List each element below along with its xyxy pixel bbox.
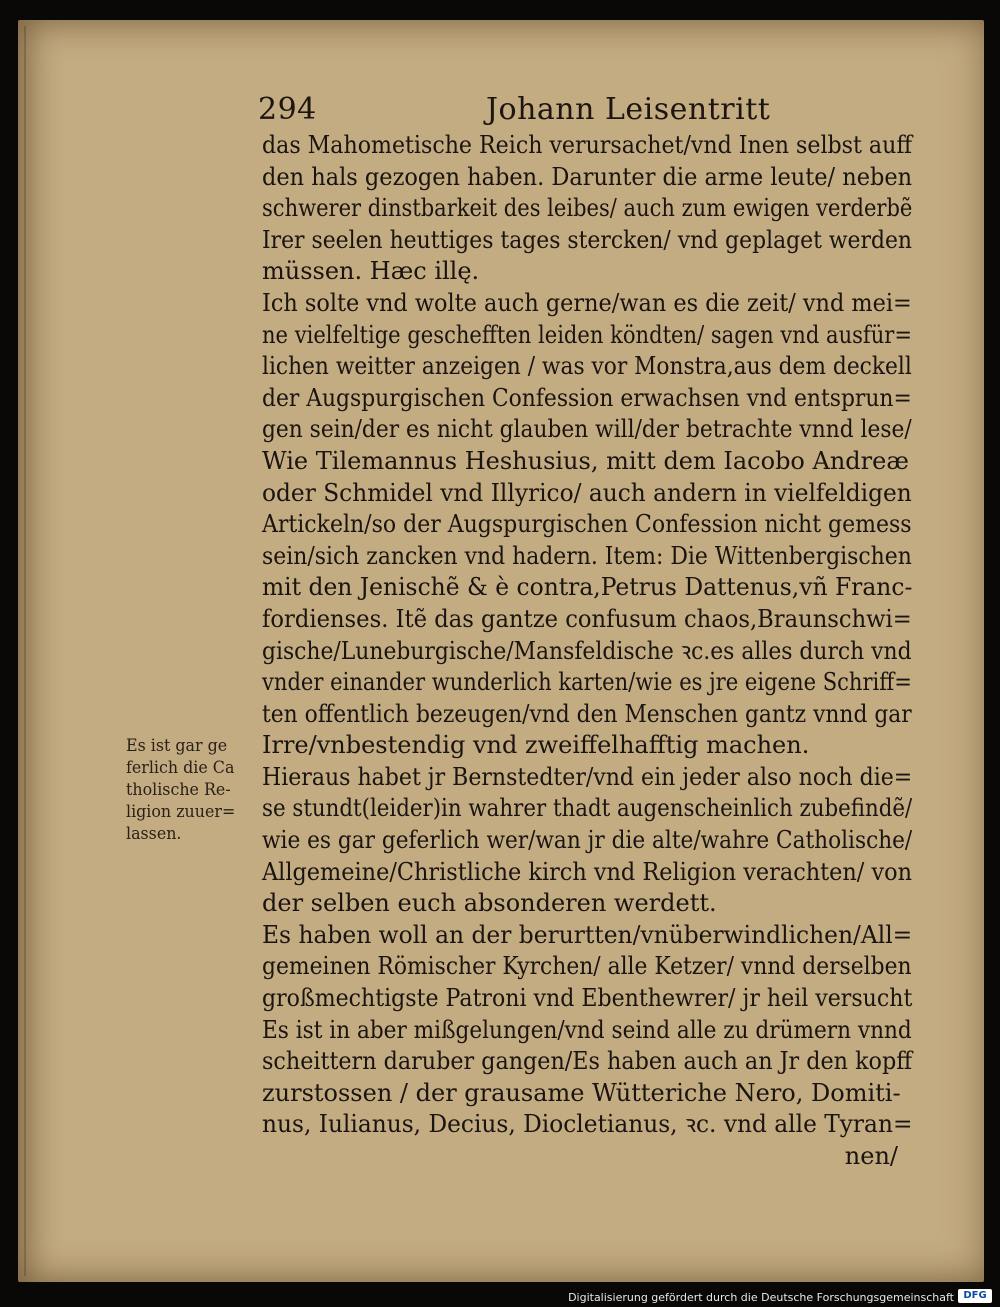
text-line: gen sein/der es nicht glauben will/der betrachte vnnd lese/ (262, 415, 912, 444)
text-line: Irre/vnbestendig vnd zweiffelhafftig machen. (262, 731, 810, 760)
text-line: scheittern daruber gangen/Es haben auch an Jr den kopff (262, 1047, 913, 1076)
marginal-note-line: ligion zuuer= (126, 802, 236, 822)
text-line: Irer seelen heuttiges tages stercken/ vnd geplaget werden (262, 225, 913, 254)
text-line: müssen. Hæc illę. (262, 257, 480, 286)
marginal-note-line: lassen. (126, 824, 182, 844)
text-line: se stundt(leider)in wahrer thadt augenscheinlich zubefindẽ/ (262, 794, 913, 823)
text-line: mit den Jenischẽ & è contra,Petrus Dattenus,vñ Franc- (262, 573, 913, 602)
text-line: das Mahometische Reich verursachet/vnd Inen selbst auff (262, 131, 913, 159)
page-header (258, 92, 918, 128)
footer-bar (0, 1283, 1000, 1307)
text-line: Es ist in aber mißgelungen/vnd seind alle zu drümern vnnd (262, 1015, 912, 1044)
text-line: ne vielfeltige geschefften leiden köndten/ sagen vnd ausfür= (262, 320, 912, 349)
text-line: sein/sich zancken vnd hadern. Item: Die Wittenbergischen (262, 541, 912, 570)
text-line: Allgemeine/Christliche kirch vnd Religion verachten/ von (262, 857, 912, 886)
text-line: großmechtigste Patroni vnd Ebenthewrer/ jr heil versucht (262, 984, 913, 1013)
text-line: der selben euch absonderen werdett. (262, 889, 717, 918)
text-line: schwerer dinstbarkeit des leibes/ auch zum ewigen verderbẽ (262, 194, 913, 223)
text-line: Es haben woll an der berurtten/vnüberwindlichen/All= (262, 920, 913, 949)
text-line: gemeinen Römischer Kyrchen/ alle Ketzer/ vnnd derselben (262, 952, 912, 981)
text-line: Ich solte vnd wolte auch gerne/wan es die zeit/ vnd mei= (262, 288, 912, 317)
text-line: vnder einander wunderlich karten/wie es jre eigene Schriff= (262, 668, 912, 697)
funding-credit: Digitalisierung gefördert durch die Deutsche Forschungsgemeinschaft (568, 1291, 954, 1304)
text-line: Hieraus habet jr Bernstedter/vnd ein jeder also noch die= (262, 762, 913, 791)
text-line: nen/ (844, 1142, 898, 1170)
main-text-block (262, 130, 912, 1173)
text-line: der Augspurgischen Confession erwachsen vnd entsprun= (262, 383, 912, 412)
marginal-note-line: ferlich die Ca (126, 758, 235, 778)
marginal-note-line: Es ist gar ge (126, 736, 228, 756)
text-line: zurstossen / der grausame Wütteriche Nero, Domiti- (262, 1078, 901, 1107)
page-number: 294 (258, 92, 317, 127)
text-line: nus, Iulianus, Decius, Diocletianus, ꝛc. vnd alle Tyran= (262, 1110, 913, 1139)
text-line: lichen weitter anzeigen / was vor Monstra,aus dem deckell (262, 352, 912, 381)
text-line: den hals gezogen haben. Darunter die arme leute/ neben (262, 162, 913, 191)
text-line: fordienses. Itẽ das gantze confusum chaos,Braunschwi= (262, 604, 912, 633)
text-line: ten offentlich bezeugen/vnd den Menschen gantz vnnd gar (262, 699, 912, 728)
text-line: oder Schmidel vnd Illyrico/ auch andern in vielfeldigen (262, 478, 912, 507)
text-line: Artickeln/so der Augspurgischen Confession nicht gemess (262, 510, 912, 539)
text-line: gische/Luneburgische/Mansfeldische ꝛc.es alles durch vnd (262, 636, 912, 665)
text-line: wie es gar geferlich wer/wan jr die alte/wahre Catholische/ (262, 826, 913, 855)
running-head: Johann Leisentritt (486, 92, 771, 127)
marginal-note (126, 735, 276, 845)
dfg-logo-icon: DFG (958, 1289, 992, 1303)
text-line: Wie Tilemannus Heshusius, mitt dem Iacobo Andreæ (262, 446, 909, 475)
marginal-note-line: tholische Re- (126, 780, 231, 800)
